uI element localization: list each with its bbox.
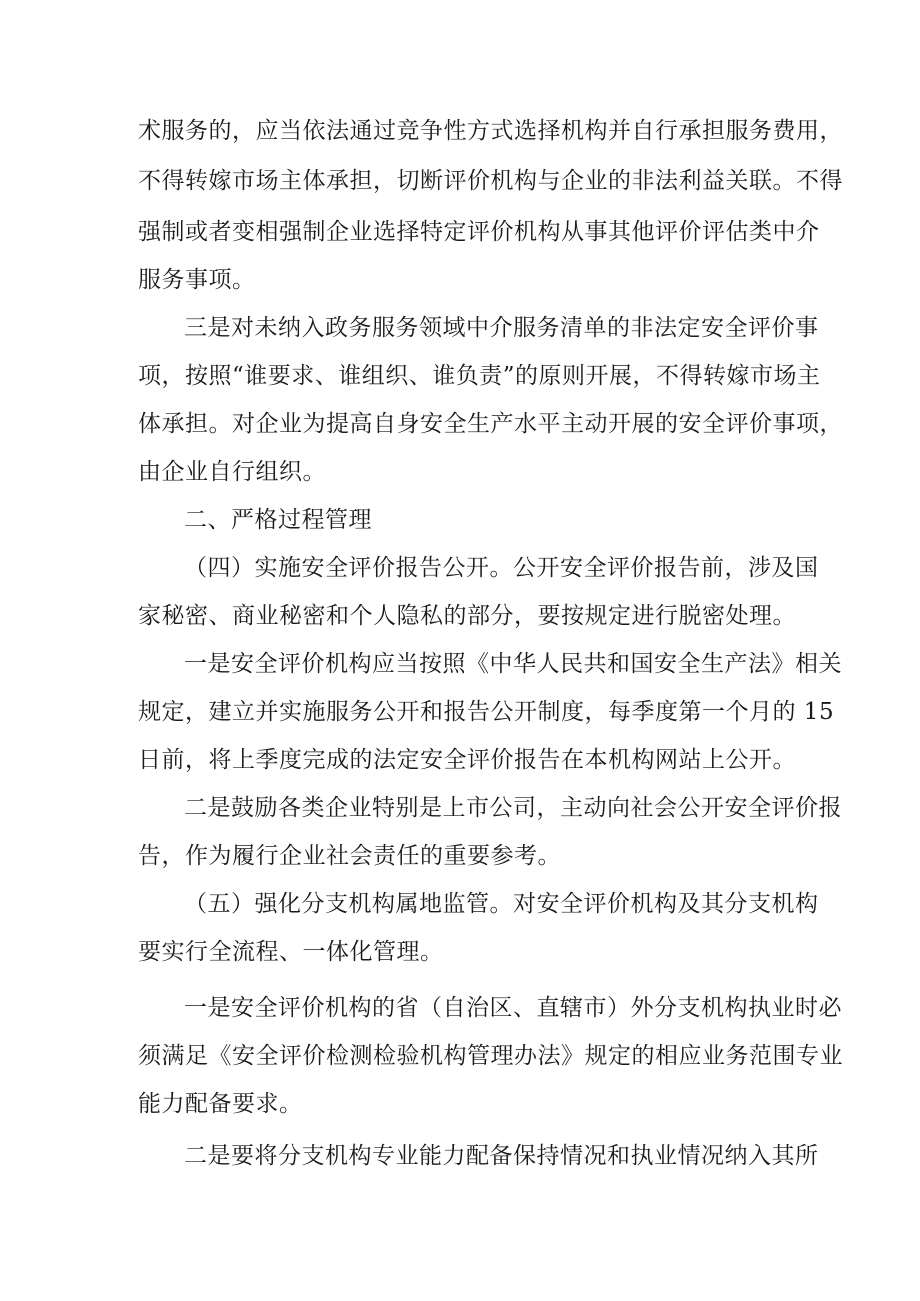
section-heading: 二、严格过程管理 xyxy=(184,507,372,533)
text-line: 告，作为履行企业社会责任的重要参考。 xyxy=(138,843,561,869)
text-line: 二是鼓励各类企业特别是上市公司，主动向社会公开安全评价报 xyxy=(184,795,842,821)
text-line: 一是安全评价机构的省（自治区、直辖市）外分支机构执业时必 xyxy=(184,995,842,1021)
text-line: （五）强化分支机构属地监管。对安全评价机构及其分支机构 xyxy=(184,891,819,917)
text-line: 服务事项。 xyxy=(138,267,256,293)
text-line: 规定，建立并实施服务公开和报告公开制度，每季度第一个月的 15 xyxy=(138,699,835,725)
text-line: 要实行全流程、一体化管理。 xyxy=(138,939,444,965)
text-line: 家秘密、商业秘密和个人隐私的部分，要按规定进行脱密处理。 xyxy=(138,603,796,629)
text-line: 术服务的，应当依法通过竞争性方式选择机构并自行承担服务费用， xyxy=(138,118,843,144)
text-line: 能力配备要求。 xyxy=(138,1091,303,1117)
text-line: 二是要将分支机构专业能力配备保持情况和执业情况纳入其所 xyxy=(184,1143,819,1169)
text-line: 体承担。对企业为提高自身安全生产水平主动开展的安全评价事项， xyxy=(138,411,843,437)
text-line: （四）实施安全评价报告公开。公开安全评价报告前，涉及国 xyxy=(184,555,819,581)
text-line: 由企业自行组织。 xyxy=(138,459,326,485)
text-line: 三是对未纳入政务服务领域中介服务清单的非法定安全评价事 xyxy=(184,315,819,341)
text-line: 须满足《安全评价检测检验机构管理办法》规定的相应业务范围专业 xyxy=(138,1043,843,1069)
text-line: 项，按照“谁要求、谁组织、谁负责”的原则开展，不得转嫁市场主 xyxy=(138,363,821,389)
text-line: 强制或者变相强制企业选择特定评价机构从事其他评价评估类中介 xyxy=(138,219,820,245)
text-line: 一是安全评价机构应当按照《中华人民共和国安全生产法》相关 xyxy=(184,651,842,677)
text-line: 日前，将上季度完成的法定安全评价报告在本机构网站上公开。 xyxy=(138,747,796,773)
text-line: 不得转嫁市场主体承担，切断评价机构与企业的非法利益关联。不得 xyxy=(138,168,843,194)
